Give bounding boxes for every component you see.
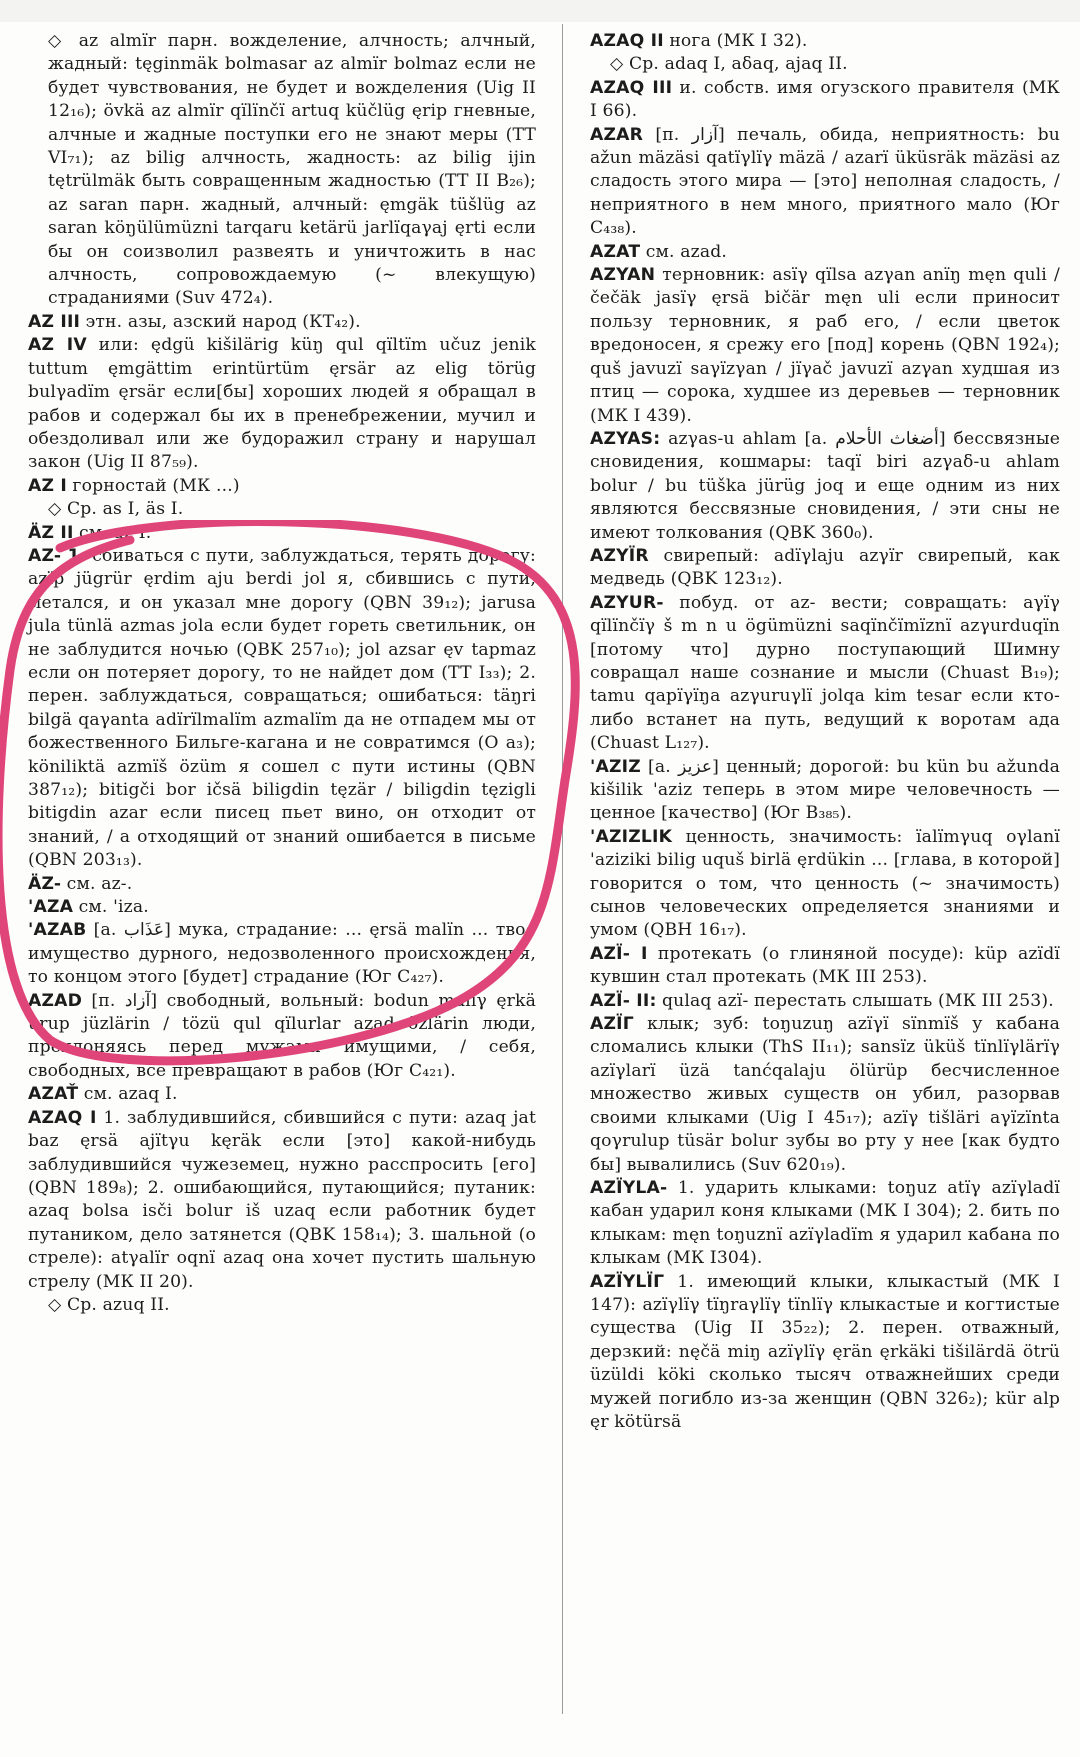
entry-headword: AZAQ I: [28, 1107, 97, 1128]
entry-headword: AZYUR-: [590, 592, 664, 613]
entry-headword: AZÏ- I: [590, 943, 648, 964]
entry-headword: AZÏYLA-: [590, 1177, 668, 1198]
dictionary-entry: [590, 1177, 1060, 1271]
entry-headword: AZYÏR: [590, 545, 649, 566]
entry-headword: AZ III: [28, 311, 81, 332]
entry-headword: AZYAS:: [590, 428, 661, 449]
dictionary-entry: [590, 241, 1060, 264]
entry-text: [п. آزار] печаль, обида, неприятность: bu ažun mäzäsi qatïγlïγ mäzä / azarï üküsräk mäzäsi az сладость этого мира — [это] неполная сладость, / неприятного в нем много, приятного мало (Юг C₄₃₈).: [590, 124, 1060, 239]
entry-text: побуд. от az- вести; совращать: aγïγ qïlïnčïγ š m n u ögümüzni saqïnčïmïznï azγurduqïn [потому что] дурно поступающий Шимну совращал наше сознание и мысли (Chuast B₁₉); tamu qapïγïŋa azγuruγlï jolqa kim tesar если кто-либо встанет на путь, ведущий к воротам ада (Chuast L₁₂₇).: [590, 592, 1060, 754]
entry-headword: 'AZIZ: [590, 756, 641, 777]
entry-text: протекать (о глиняной посуде): küp azïdï кувшин стал протекать (МК III 253).: [590, 943, 1061, 988]
dictionary-entry: [28, 498, 536, 521]
entry-text: ◇ az almïr парн. вожделение, алчность; алчный, жадный: tęginmäk bolmasar az almïr bolmaz если не будет чувствования, не будет и вожделения (Uig II 12₁₆); övkä az almïr qïlïnčï artuq küčlüg ęrip гневные, алчные и жадные поступки его не знают меры (TT VI₇₁); az bilig алчность, жадность: az bilig ijin tętrülmäk быть совращенным жадностью (TT II B₂₆); az saran парн. жадный, алчный: ęmgäk tüšlüg az saran köŋülümüzni tarqaru ketärü jarlïqaγaj ęrti если бы он соизволил развеять и уничтожить в нас алчность, сопровождаемую (~ влекущую) страданиями (Suv 472₄).: [48, 31, 536, 309]
entry-headword: AZYAN: [590, 265, 656, 286]
top-strip: [0, 0, 1080, 22]
entry-text: 1. имеющий клыки, клыкастый (МК I 147): azïγlïγ tïŋraγlïγ tïnlïγ клыкастые и когтистые существа (Uig II 35₂₂); 2. перен. отважный, дерзкий: nęčä miŋ azïγlïγ ęrän ęrkäki tišilärdä ötrü üzüldi köki сколько тысяч отважнейших среди мужей погибло из-за женщин (QBN 326₂); kür alp ęr kötürsä: [590, 1271, 1060, 1432]
dictionary-entry: [28, 334, 536, 474]
entry-text: см. az I.: [79, 522, 152, 543]
entry-text: сбиваться с пути, заблуждаться, терять дорогу: azïp jügrür ęrdim aju berdi jol я, сбившись с пути, метался, и он указал мне дорогу (QBN 39₁₂); jarusa jula tünlä azmas jola если будет гореть светильник, он не заблудится ночью (QBK 257₁₀); jol azsar ęv tapmaz если он потеряет дорогу, то не найдет дом (TT I₃₃); 2. перен. заблуждаться, совращаться; ошибаться: täŋri bilgä qaγanta adïrïlmalïm azmalïm да не отпадем мы от божественного Бильге-кагана и не совратимся (O a₃); köniliktä azmïš özüm я сошел с пути истины (QBN 387₁₂); bitigči bor ičsä biligdin tęzär / biligdin tęzigli bitigdin azar если писец пьет вино, он отходит от знаний, / а отходящий от знаний ошибается в письме (QBN 203₁₃).: [28, 545, 536, 871]
dictionary-entry: [590, 30, 1060, 53]
dictionary-entry: [28, 1294, 536, 1317]
entry-headword: AZAD: [28, 990, 83, 1011]
entry-headword: AZ I: [28, 475, 67, 496]
dictionary-entry: [590, 1271, 1060, 1435]
entry-text: см. az-.: [66, 873, 133, 894]
dictionary-entry: [590, 943, 1060, 990]
entry-headword: AZAR: [590, 124, 644, 145]
entry-text: 1. заблудившийся, сбившийся с пути: azaq jat baz ęrsä ajïtγu kęräk если [это] какой-нибудь заблудившийся чужеземец, нужно расспросить [его] (QBN 189₈); 2. ошибающийся, путающийся; путаник: azaq bolsa isči bolur iš uzaq если работник будет путаником, дело затянется (QBK 158₁₄); 3. шальной (о стреле): atγalïr oqnï azaq она хочет пустить шальную стрелу (МК II 20).: [28, 1107, 536, 1292]
entry-text: ◇ Ср. adaq I, aδaq, ajaq II.: [610, 54, 848, 75]
entry-headword: AZÏΓ: [590, 1014, 634, 1035]
dictionary-entry: [590, 53, 1060, 76]
entry-headword: 'AZAB: [28, 920, 87, 941]
entry-text: ценность, значимость: ïalïmγuq oγlanï 'aziziki bilig uquš birlä ęrdükin ... [глава, в которой] говорится о том, что ценность (~ значимость) сынов человеческих определяется знаниями и умом (QBH 16₁₇).: [590, 826, 1060, 941]
dictionary-entry: [28, 522, 536, 545]
dictionary-entry: [590, 990, 1060, 1013]
entry-text: см. 'iza.: [78, 897, 149, 918]
entry-headword: AZÏ- II:: [590, 990, 657, 1011]
entry-text: [а. عزيز] ценный; дорогой: bu kün bu ažunda kišilik 'aziz теперь в этом мире человечность — ценное [качество] (Юг B₃₈₅).: [590, 756, 1061, 824]
entry-text: этн. азы, азский народ (КТ₄₂).: [85, 311, 361, 332]
dictionary-entry: [28, 1107, 536, 1294]
entry-text: qulaq azï- перестать слышать (МК III 253).: [662, 990, 1054, 1011]
dictionary-entry: [28, 545, 536, 873]
dictionary-entry: [590, 756, 1060, 826]
dictionary-entry: [590, 124, 1060, 241]
entry-text: ◇ Ср. azuq II.: [48, 1294, 170, 1315]
entry-headword: AZAQ III: [590, 77, 673, 98]
dictionary-entry: [28, 1083, 536, 1106]
entry-headword: ÄZ-: [28, 873, 62, 894]
dictionary-entry: [590, 592, 1060, 756]
dictionary-entry: [28, 311, 536, 334]
entry-headword: AZÏYLÏΓ: [590, 1271, 665, 1292]
entry-text: [п. آزاد] свободный, вольный: bodun malïγ ęrkä urup jüzlärin / tözü qul qïlurlar azad özlärin люди, преклоняясь перед мужами имущими, / себя, свободных, все превращают в рабов (Юг C₄₂₁).: [28, 990, 536, 1081]
dictionary-entry: [590, 77, 1060, 124]
column-divider: [562, 24, 563, 1714]
entry-text: см. azad.: [645, 241, 728, 262]
entry-headword: 'AZIZLIK: [590, 826, 673, 847]
dictionary-entry: [28, 896, 536, 919]
entry-headword: 'AZA: [28, 897, 74, 918]
dictionary-entry: [590, 545, 1060, 592]
entry-text: 1. ударить клыками: toŋuz atïγ azïγladï кабан ударил коня клыками (МК I 304); 2. бить по клыкам: męn toŋuznï azïγladïm я ударил кабана по клыкам (МК I304).: [590, 1177, 1060, 1269]
entry-headword: AZ- 1.: [28, 545, 87, 566]
entry-headword: AZAT: [590, 241, 641, 262]
dictionary-entry: [590, 264, 1060, 428]
entry-text: горностай (МК ...): [72, 475, 240, 496]
entry-headword: AZAQ II: [590, 31, 664, 51]
entry-text: см. azaq I.: [83, 1084, 178, 1105]
entry-text: свирепый: adïγlaju azγïr свирепый, как медведь (QBK 123₁₂).: [590, 545, 1060, 590]
entry-headword: AZ IV: [28, 335, 87, 356]
entry-text: azγas-u ahlam [а. أضغاث الأحلام] бессвязные сновидения, кошмары: taqï biri azγaδ-u ahlam bolur / bu tüška jürüg joq и еще одним из них являются бессвязные сновидения, / эти сны не имеют толкования (QBK 360₀).: [590, 428, 1061, 543]
dictionary-entry: [28, 873, 536, 896]
dictionary-entry: [28, 475, 536, 498]
entry-headword: AZAŤ: [28, 1084, 79, 1105]
dictionary-entry: [28, 30, 536, 311]
dictionary-entry: [28, 919, 536, 989]
dictionary-entry: [590, 428, 1060, 545]
right-column: [590, 30, 1060, 1434]
entry-text: терновник: asïγ qïlsa azγan anïŋ męn quli / čečäk jasïγ ęrsä bičär męn uli если приносит пользу терновник, я раб его, / если цветок вредоносен, я срежу его [под] корень (QBN 192₄); quš javuzï saγïzγan / jïγač javuzï azγan худшая из птиц — сорока, худшее из деревьев — терновник (МК I 439).: [590, 265, 1060, 426]
dictionary-entry: [590, 826, 1060, 943]
left-column: [28, 30, 536, 1317]
dictionary-entry: [28, 990, 536, 1084]
entry-text: нога (МК I 32).: [669, 31, 808, 51]
entry-text: клык; зуб: toŋuzuŋ azïγï sïnmïš у кабана сломались клыки (ThS II₁₁); sansïz üküš tïnlïγlärïγ azïγlarï üzä tanćqalaju ölürüp бесчисленное множество живых существ он убил, разорвав своими клыками (Uig I 45₁₇); azïγ tišläri aγïzïnta qoγrulup tüsär bolur зубы во рту у нее [как будто бы] вывалились (Suv 620₁₉).: [590, 1014, 1060, 1175]
entry-text: или: ędgü kišilärig küŋ qul qïltïm učuz jenik tuttum ęmgättim erintürtüm ęrsär az elig törüg bulγadïm ęrsär если[бы] хороших людей я обращал в рабов и содержал бы их в пренебрежении, мучил и обездоливал или же будоражил страну и нарушал закон (Uig II 87₅₉).: [28, 335, 536, 473]
entry-text: [а. عَذَاب] мука, страдание: ... ęrsä malïn ... твое имущество дурного, недозволенного происхождения, то концом этого [будет] страдание (Юг C₄₂₇).: [28, 920, 537, 988]
entry-headword: ÄZ II: [28, 522, 74, 543]
entry-text: и. собств. имя огузского правителя (МК I 66).: [590, 77, 1060, 122]
entry-text: ◇ Ср. as I, äs I.: [48, 499, 184, 520]
dictionary-entry: [590, 1013, 1060, 1177]
